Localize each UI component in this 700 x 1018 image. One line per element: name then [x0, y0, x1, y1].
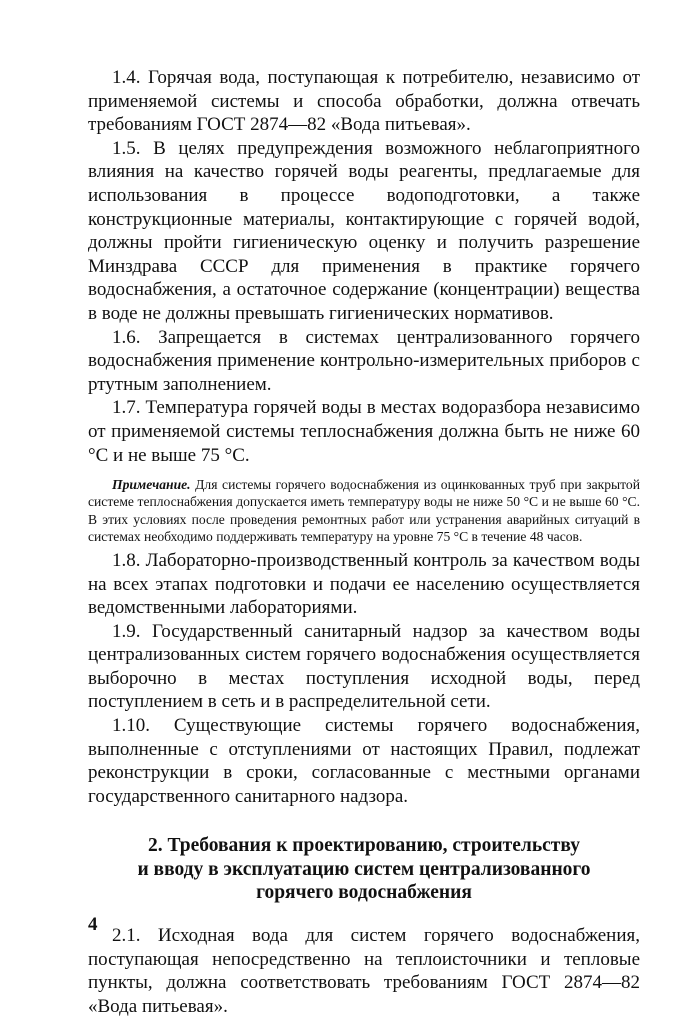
section-heading-line-3: горячего водоснабжения [256, 882, 472, 904]
section-heading [88, 834, 640, 905]
page-number: 4 [88, 914, 98, 935]
paragraph-1-8: 1.8. Лабораторно-производственный контроль за качеством воды на всех этапах подготовки и подачи ее населению осуществляется ведомственными лабораториями. [88, 549, 640, 619]
section-heading-line-2: и вводу в эксплуатацию систем централизованного [137, 858, 591, 880]
document-page [88, 66, 640, 1018]
paragraph-1-9: 1.9. Государственный санитарный надзор за качеством воды централизованных систем горячего водоснабжения осуществляется выборочно в местах поступления исходной воды, перед поступлением в сеть и в распределительной сети. [88, 620, 640, 713]
note-label: Примечание. [112, 477, 191, 493]
paragraph-2-1: 2.1. Исходная вода для систем горячего водоснабжения, поступающая непосредственно на теплоисточники и тепловые пункты, должна соответствовать требованиям ГОСТ 2874—82 «Вода питьевая». [88, 924, 640, 1017]
paragraph-1-4: 1.4. Горячая вода, поступающая к потребителю, независимо от применяемой системы и способа обработки, должна отвечать требованиям ГОСТ 2874—82 «Вода питьевая». [88, 67, 640, 136]
note-text: Для системы горячего водоснабжения из оцинкованных труб при закрытой системе теплоснабжения допускается иметь температуру воды не ниже 50 °С и не выше 60 °С. В этих условиях после проведения ремонтных работ или устранения аварийных ситуаций в системах необходимо поддерживать температуру на уровне 75 °С в течение 48 часов. [88, 477, 640, 544]
paragraph-1-7: 1.7. Температура горячей воды в местах водоразбора независимо от применяемой системы теплоснабжения должна быть не ниже 60 °С и не выше 75 °С. [88, 397, 640, 466]
section-heading-line-1: 2. Требования к проектированию, строительству [148, 835, 580, 857]
paragraph-1-10: 1.10. Существующие системы горячего водоснабжения, выполненные с отступлениями от настоящих Правил, подлежат реконструкции в сроки, согласованные с местными органами государственного санитарного надзора. [88, 715, 640, 807]
paragraph-1-6: 1.6. Запрещается в системах централизованного горячего водоснабжения применение контрольно-измерительных приборов с ртутным заполнением. [88, 326, 640, 395]
note [88, 476, 640, 545]
paragraph-1-5: 1.5. В целях предупреждения возможного неблагоприятного влияния на качество горячей воды реагенты, предлагаемые для использования в процессе водоподготовки, а также конструкционные материалы, контактирующие с горячей водой, должны пройти гигиеническую оценку и получить разрешение Минздрава СССР для применения в практике горячего водоснабжения, а остаточное содержание (концентрации) вещества в воде не должны превышать гигиенических нормативов. [88, 137, 640, 324]
